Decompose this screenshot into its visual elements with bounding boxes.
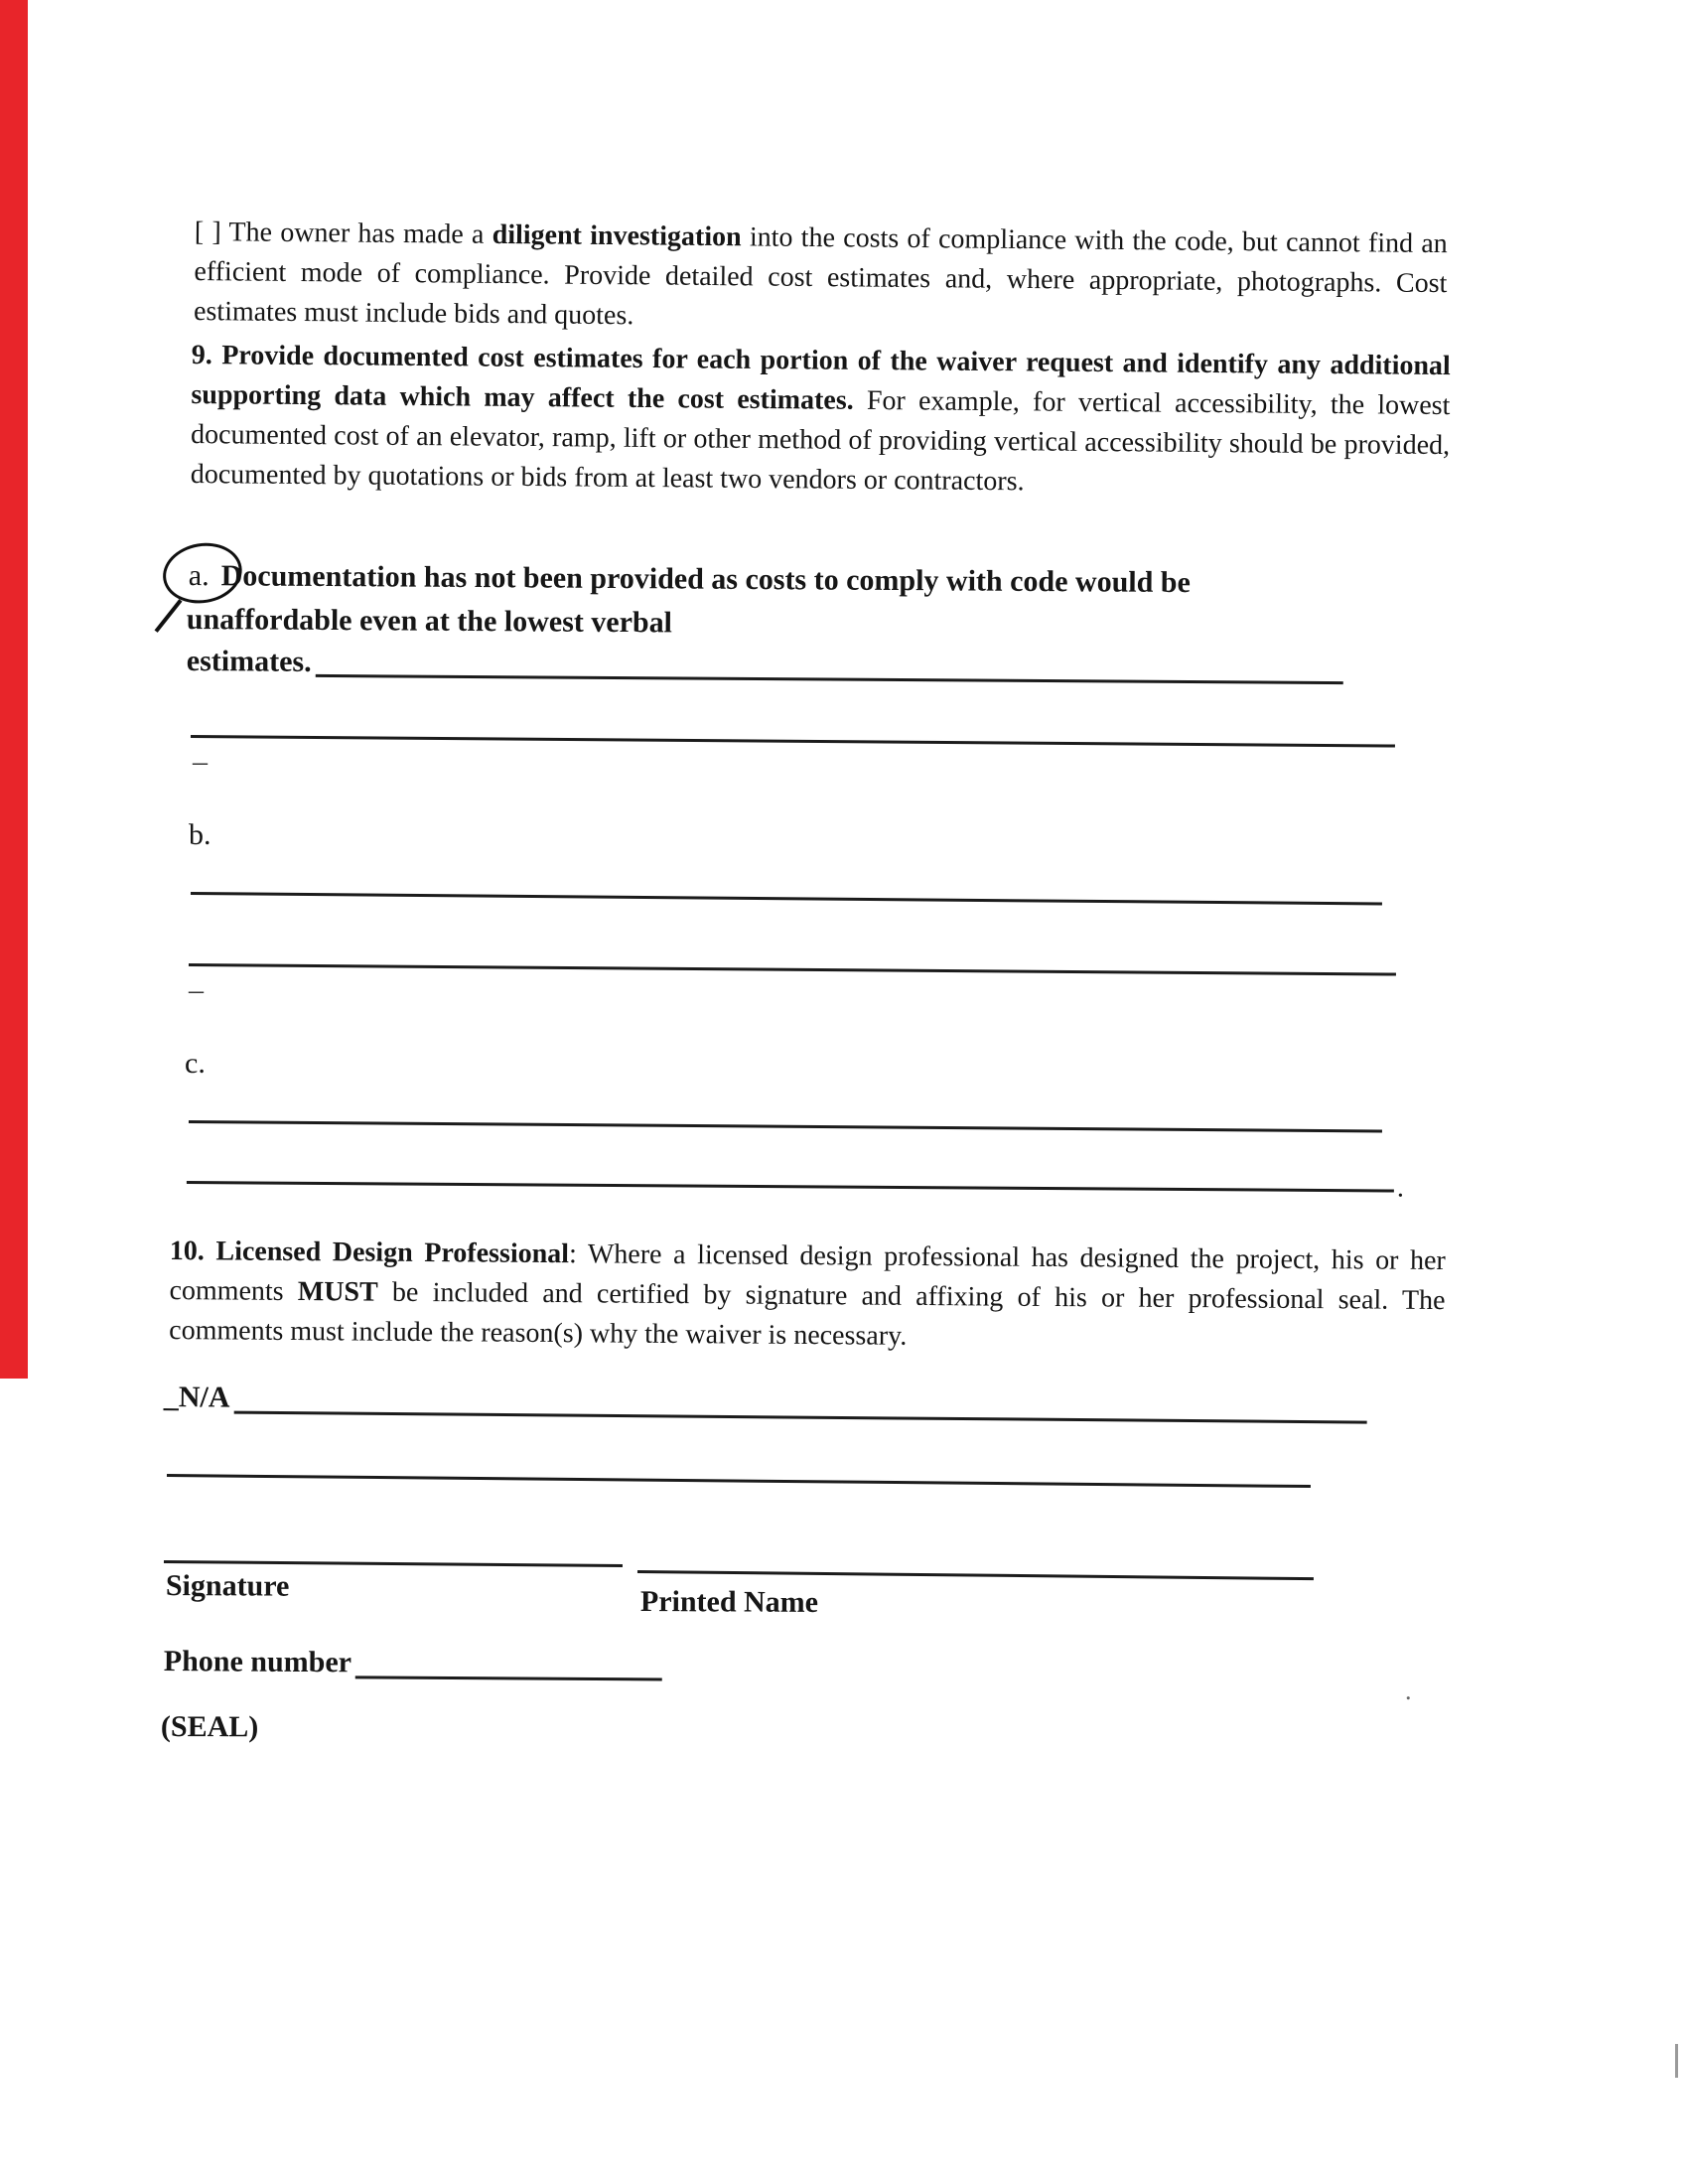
printed-name-line	[637, 1570, 1314, 1580]
checkbox-paragraph-pre: [ ] The owner has made a	[194, 216, 492, 250]
fill-in-line	[187, 1181, 1394, 1192]
item-c-line2-row	[187, 1170, 1418, 1204]
scan-artifact-edge-tick	[1675, 2044, 1678, 2078]
na-value: _N/A	[163, 1380, 230, 1414]
scan-artifact-red-strip	[0, 0, 28, 1379]
item-a-label	[189, 556, 210, 596]
item-9-number: 9.	[191, 339, 222, 371]
phone-number-row	[164, 1641, 662, 1686]
checkbox-paragraph-rest: into the costs of compliance with the code, but cannot find an efficient mode of compliance. Provide detailed cost estimates and, where appropriate, photographs. Cost estimates must include bids and quotes.	[193, 221, 1448, 332]
item-b-label: b.	[189, 818, 211, 851]
checkbox-paragraph-bold-phrase: diligent investigation	[492, 218, 742, 253]
item-9-rest: For example, for vertical accessibility, the lowest documented cost of an elevator, ramp, lift or other method of providing vertical accessibility should be provided, documented by quotations or bids from at least two vendors or contractors.	[190, 384, 1451, 498]
na-row	[164, 1377, 1367, 1429]
fill-in-line	[233, 1411, 1366, 1424]
item-a-text-line3: estimates.	[186, 644, 312, 678]
item-a-text-line2: unaffordable even at the lowest verbal	[186, 602, 673, 640]
item-10-bold-title: Licensed Design Professional	[215, 1236, 570, 1270]
fill-in-line	[316, 674, 1343, 684]
item-10-rest: be included and certified by signature and affixing of his or her professional seal. The comments must include the reason(s) why the waiver is necessary.	[169, 1276, 1446, 1352]
item-9-bold-text: Provide documented cost estimates for each portion of the waiver request and identify any additional supporting data which may affect the cost estimates.	[191, 340, 1451, 416]
trailing-period: .	[1396, 1172, 1405, 1204]
item-10-paragraph	[169, 1232, 1446, 1361]
item-9-paragraph	[191, 336, 1451, 506]
item-10-number: 10.	[169, 1235, 216, 1267]
seal-label: (SEAL)	[160, 1710, 259, 1744]
fill-in-line	[189, 963, 1396, 976]
item-a-text-line1: Documentation has not been provided as costs to comply with code would be	[220, 559, 1191, 600]
fill-in-line	[191, 735, 1395, 748]
fill-in-line	[355, 1675, 662, 1680]
stray-dash-mark: –	[193, 745, 208, 778]
handwritten-circle-annotation	[158, 537, 246, 610]
fill-in-line	[167, 1474, 1311, 1488]
item-c-label: c.	[185, 1047, 206, 1080]
signature-line	[164, 1560, 623, 1567]
item-10-text-mid: : Where a licensed design professional has designed the project, his or her comments	[169, 1238, 1446, 1308]
stray-dot-mark: .	[1405, 1676, 1412, 1705]
fill-in-line	[191, 892, 1382, 905]
fill-in-line	[189, 1120, 1382, 1132]
stray-dash-mark: –	[189, 973, 204, 1006]
item-a-estimates-row	[187, 642, 1343, 689]
phone-number-label: Phone number	[163, 1644, 352, 1679]
item-10-bold-must: MUST	[297, 1276, 378, 1308]
handwritten-circle-tail	[155, 599, 183, 633]
item-a-row	[189, 556, 1191, 603]
printed-name-label: Printed Name	[639, 1585, 819, 1619]
checkbox-paragraph	[194, 213, 1448, 344]
item-a-label-text: a.	[188, 558, 210, 593]
signature-label: Signature	[165, 1569, 290, 1603]
